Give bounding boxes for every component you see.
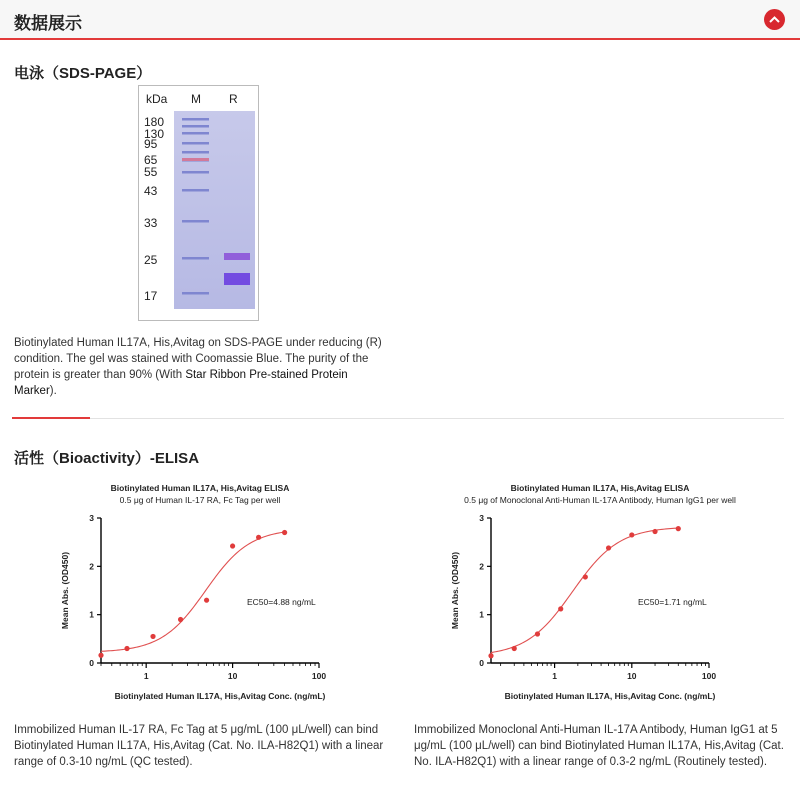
gel-marker-label: 43 [144,184,158,198]
ec50-annotation: EC50=1.71 ng/mL [638,597,707,607]
data-point [535,631,540,636]
y-tick-label: 3 [479,513,484,523]
y-tick-label: 0 [479,658,484,668]
section-header-title: 数据展示 [14,14,82,33]
elisa-title: 活性（Bioactivity）-ELISA [14,450,200,467]
x-axis-label: Biotinylated Human IL17A, His,Avitag Conc. (ng/mL) [504,691,716,701]
gel-lane-r-label: R [229,92,238,106]
collapse-button[interactable] [764,9,785,30]
gel-marker-label: 95 [144,137,158,151]
fit-curve [491,528,678,653]
chevron-up-icon [764,9,785,30]
y-tick-label: 3 [89,513,94,523]
gel-marker-label: 180 [144,115,165,129]
x-tick-label: 10 [627,671,637,681]
elisa-chart-left [0,470,360,710]
gel-marker-label: 25 [144,253,158,267]
x-tick-label: 1 [143,671,149,681]
chart-subtitle: 0.5 μg of Monoclonal Anti-Human IL-17A Antibody, Human IgG1 per well [464,495,736,505]
chart-subtitle: 0.5 μg of Human IL-17 RA, Fc Tag per well [119,495,281,505]
gel-marker-label: 55 [144,165,158,179]
chart-title: Biotinylated Human IL17A, His,Avitag ELISA [510,483,690,493]
gel-lanes [138,85,259,321]
marker-link[interactable]: Star Ribbon Pre-stained Protein Marker [14,369,348,397]
data-point [558,606,563,611]
data-point [629,532,634,537]
y-tick-label: 2 [89,561,94,572]
data-point [676,526,681,531]
data-point [606,545,611,550]
y-axis-label: Mean Abs. (OD450) [450,551,460,630]
sds-gel-image [138,85,259,321]
data-point [282,530,287,535]
elisa-caption-right: Immobilized Monoclonal Anti-Human IL-17A Antibody, Human IgG1 at 5 μg/mL (100 μL/well) can bind Biotinylated Human IL17A, His,Avitag (Cat. No. ILA-H82Q1) with a linear range of 0.3-2 ng/mL (Routinely tested). [414,724,784,768]
gel-marker-label: 17 [144,289,158,303]
y-tick-label: 1 [89,609,94,620]
x-tick-label: 100 [701,671,717,681]
gel-unit-label: kDa [146,92,168,106]
section-header [0,0,800,40]
chart-title: Biotinylated Human IL17A, His,Avitag ELISA [110,483,290,493]
section-divider [12,418,784,419]
gel-marker-label: 130 [144,127,165,141]
y-axis-label: Mean Abs. (OD450) [60,551,70,630]
y-tick-label: 1 [479,609,484,620]
data-point [256,535,261,540]
ec50-annotation: EC50=4.88 ng/mL [247,597,316,607]
data-point [512,646,517,651]
data-point [652,529,657,534]
elisa-chart-right [400,470,800,710]
gel-lane-m-label: M [191,92,201,106]
gel-marker-label: 65 [144,153,158,167]
sds-page-title: 电泳（SDS-PAGE） [14,65,152,82]
section-divider-accent [12,417,90,419]
data-point [150,634,155,639]
sds-caption-text: Biotinylated Human IL17A, His,Avitag on SDS-PAGE under reducing (R) condition. The gel was stained with Coomassie Blue. The purity of the protein is greater than 90% (With [14,337,382,381]
data-point [204,598,209,603]
data-point [583,574,588,579]
gel-marker-label: 33 [144,216,158,230]
x-axis-label: Biotinylated Human IL17A, His,Avitag Conc. (ng/mL) [114,691,326,701]
data-point [178,617,183,622]
fit-curve [101,532,285,651]
data-point [488,653,493,658]
sds-caption-end: ). [49,385,57,397]
x-tick-label: 100 [311,671,327,681]
x-tick-label: 1 [552,671,557,681]
y-tick-label: 2 [479,561,484,572]
data-point [230,543,235,548]
elisa-caption-left: Immobilized Human IL-17 RA, Fc Tag at 5 μg/mL (100 μL/well) can bind Biotinylated Human IL17A, His,Avitag (Cat. No. ILA-H82Q1) with a linear range of 0.3-10 ng/mL (QC tested). [14,724,384,768]
data-point [124,646,129,651]
x-tick-label: 10 [227,671,238,681]
data-point [98,653,103,658]
sds-caption [14,335,384,399]
y-tick-label: 0 [89,658,94,668]
